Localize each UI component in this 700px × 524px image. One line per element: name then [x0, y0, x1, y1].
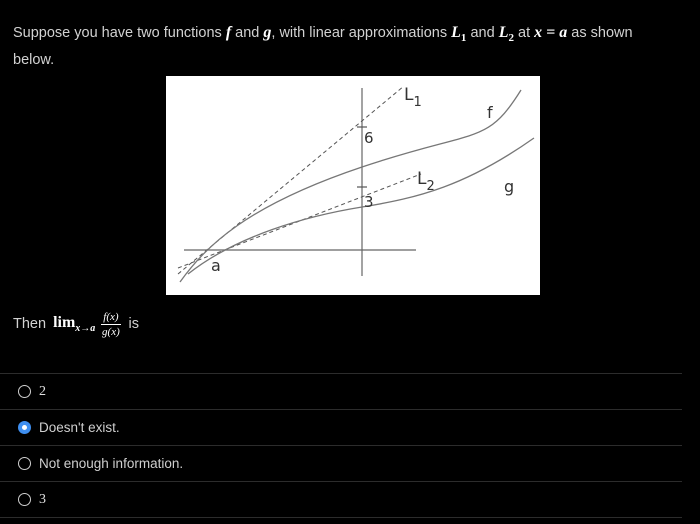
label-l1: $L_1$ [404, 85, 422, 110]
graph-figure [166, 76, 540, 295]
limit-prompt [13, 305, 139, 343]
fraction-denominator: g(x) [102, 325, 120, 338]
option-3[interactable] [0, 481, 682, 518]
option-2[interactable] [0, 373, 682, 409]
curve-g [188, 138, 534, 274]
label-a: a [211, 256, 221, 275]
label-g: g [504, 177, 515, 196]
radio-button-icon[interactable] [18, 385, 31, 398]
limit-operator: $\lim_{x\to a}$ [53, 313, 96, 335]
then-text: Then [13, 316, 47, 332]
function-g: g [263, 24, 272, 41]
graph-svg [166, 76, 540, 295]
tick-label-3: 3 [364, 193, 374, 211]
approx-l2: $L_2$ [498, 24, 514, 45]
option-label: 2 [39, 383, 46, 399]
tick-label-6: 6 [364, 129, 374, 147]
approx-l1: $L_1$ [451, 24, 467, 45]
label-l2: $L_2$ [417, 169, 435, 194]
point-x-equals-a: x = a [534, 24, 568, 41]
question-suffix: as shown below. [13, 25, 633, 69]
question-text [13, 22, 673, 71]
radio-button-selected-icon[interactable] [18, 421, 31, 434]
function-f: f [225, 24, 232, 41]
option-label: Not enough information. [39, 456, 184, 471]
question-and-1: and [235, 25, 260, 41]
radio-button-icon[interactable] [18, 457, 31, 470]
answer-options [0, 373, 682, 518]
label-f: f [487, 103, 493, 122]
question-mid: , with linear approximations [271, 25, 448, 41]
option-not-enough-information[interactable] [0, 445, 682, 481]
option-label: 3 [39, 491, 46, 507]
radio-button-icon[interactable] [18, 493, 31, 506]
option-label: Doesn't exist. [39, 420, 120, 435]
question-and-2: and [470, 25, 495, 41]
question-prefix: Suppose you have two functions [13, 25, 222, 41]
option-doesnt-exist[interactable] [0, 409, 682, 445]
curve-f [180, 90, 521, 282]
limit-fraction [101, 311, 120, 338]
is-text: is [128, 316, 140, 332]
fraction-numerator: f(x) [103, 310, 119, 323]
question-at: at [518, 25, 531, 41]
